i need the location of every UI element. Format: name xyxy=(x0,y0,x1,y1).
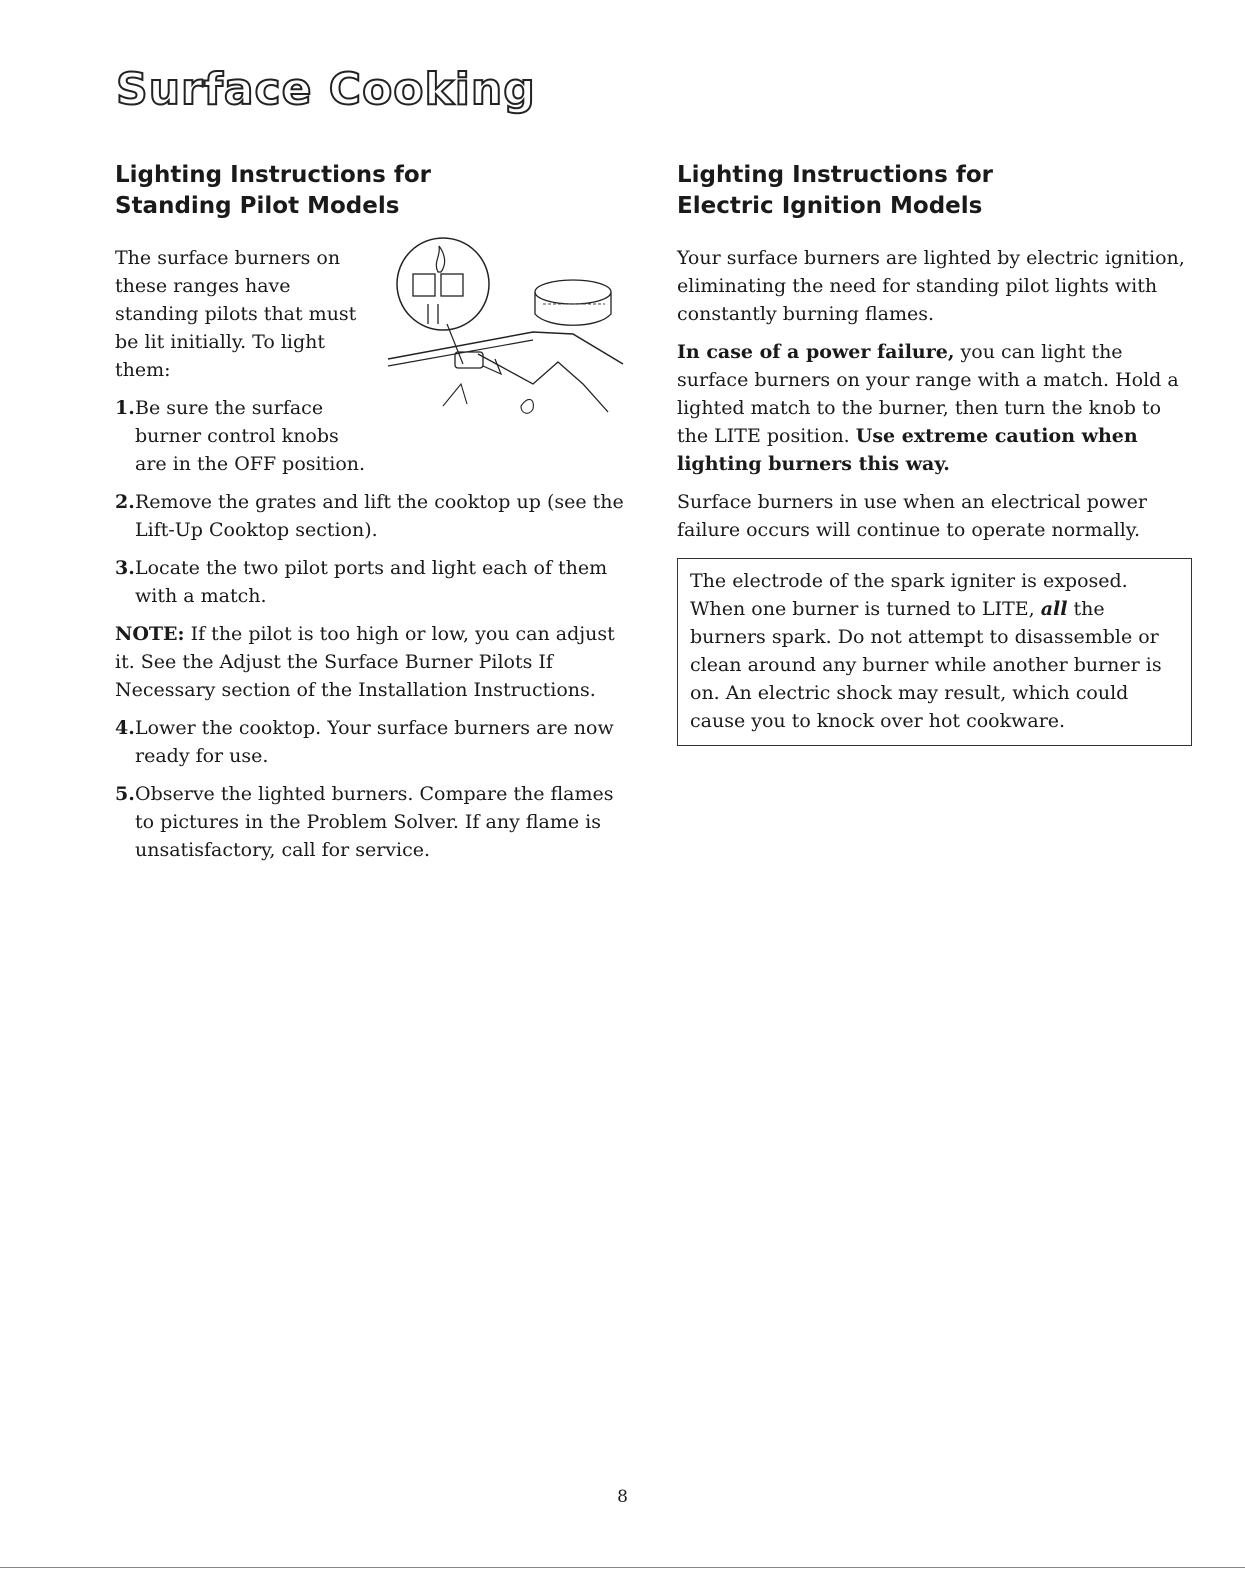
right-heading-line1: Lighting Instructions for xyxy=(677,162,993,188)
left-heading-line2: Standing Pilot Models xyxy=(115,193,400,219)
list-item xyxy=(115,714,625,770)
right-column xyxy=(677,160,1192,746)
intro-paragraph: The surface burners on these ranges have standing pilots that must be lit initially. To light them: xyxy=(115,247,357,381)
left-heading xyxy=(115,160,625,222)
warning-emphasis: all xyxy=(1040,598,1068,620)
right-heading-line2: Electric Ignition Models xyxy=(677,193,983,219)
step-number: 1. xyxy=(115,397,135,419)
list-item xyxy=(115,780,625,864)
list-item xyxy=(115,394,375,478)
note-text: If the pilot is too high or low, you can adjust it. See the Adjust the Surface Burner Pilots If Necessary section of the Installation Instructions. xyxy=(115,623,615,701)
step-number: 4. xyxy=(115,717,135,739)
step-text: Remove the grates and lift the cooktop up (see the Lift-Up Cooktop section). xyxy=(135,491,624,541)
power-failure-paragraph xyxy=(677,338,1192,478)
bottom-rule xyxy=(0,1567,1245,1568)
caution-text: Use extreme caution when lighting burners this way. xyxy=(677,425,1138,475)
step-number: 2. xyxy=(115,491,135,513)
left-column xyxy=(115,160,625,874)
right-heading xyxy=(677,160,1192,222)
note-label: NOTE: xyxy=(115,623,185,645)
power-failure-text: you can light the surface burners on your range with a match. Hold a lighted match to the burner, then turn the knob to the LITE position. xyxy=(677,341,1179,447)
warning-text-part1: The electrode of the spark igniter is exposed. When one burner is turned to LITE, xyxy=(690,570,1128,620)
list-item xyxy=(115,554,625,610)
note-paragraph xyxy=(115,620,625,704)
page-number: 8 xyxy=(617,1487,628,1507)
step-text: Be sure the surface burner control knobs are in the OFF position. xyxy=(135,397,366,475)
ignition-paragraph: Your surface burners are lighted by electric ignition, eliminating the need for standing pilot lights with constantly burning flames. xyxy=(677,247,1185,325)
step-text: Observe the lighted burners. Compare the flames to pictures in the Problem Solver. If any flame is unsatisfactory, call for service. xyxy=(135,783,614,861)
step-number: 3. xyxy=(115,557,135,579)
warning-text-part2: the burners spark. Do not attempt to disassemble or clean around any burner while another burner is on. An electric shock may result, which could cause you to knock over hot cookware. xyxy=(690,598,1162,732)
normal-operation-paragraph: Surface burners in use when an electrical power failure occurs will continue to operate normally. xyxy=(677,491,1147,541)
warning-box xyxy=(677,558,1192,746)
page-title: Surface Cooking xyxy=(116,64,536,115)
steps-list-continued xyxy=(115,714,625,864)
list-item xyxy=(115,488,625,544)
intro-block xyxy=(115,244,625,384)
step-text: Locate the two pilot ports and light each of them with a match. xyxy=(135,557,608,607)
power-failure-label: In case of a power failure, xyxy=(677,341,955,363)
warning-text xyxy=(690,567,1179,735)
pilot-lighting-illustration xyxy=(383,234,635,444)
step-text: Lower the cooktop. Your surface burners are now ready for use. xyxy=(135,717,614,767)
left-heading-line1: Lighting Instructions for xyxy=(115,162,431,188)
step-number: 5. xyxy=(115,783,135,805)
